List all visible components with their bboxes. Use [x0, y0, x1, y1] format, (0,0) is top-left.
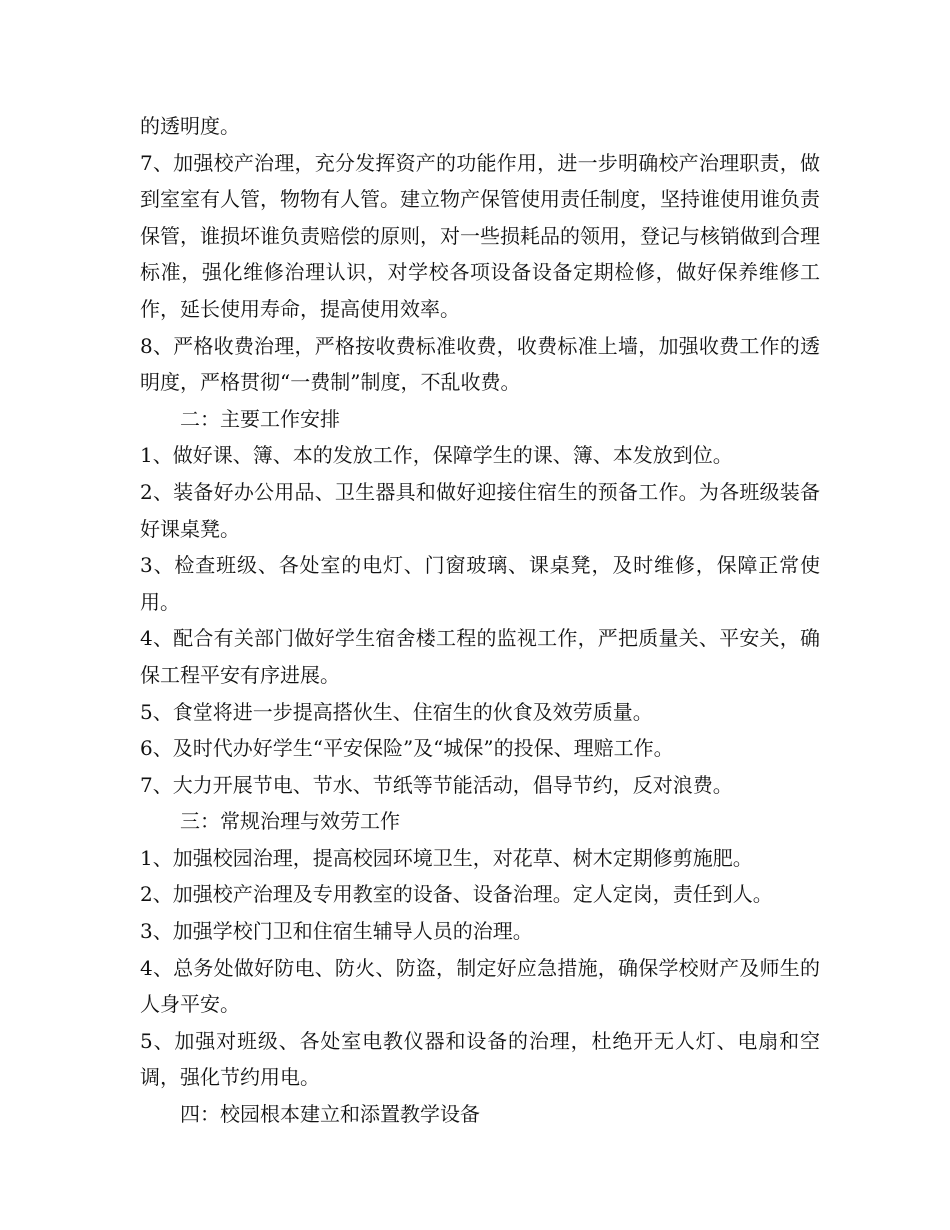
- item-7-energy-saving: 7、大力开展节电、节水、节纸等节能活动，倡导节约，反对浪费。: [140, 772, 733, 797]
- item-4-safety: 4、总务处做好防电、防火、防盗，制定好应急措施，确保学校财产及师生的人身平安。: [140, 955, 820, 1017]
- section-heading-2: 二：主要工作安排: [180, 406, 340, 431]
- section-heading-4: 四：校园根本建立和添置教学设备: [180, 1102, 480, 1127]
- item-3-inspection: 3、检查班级、各处室的电灯、门窗玻璃、课桌凳，及时维修，保障正常使用。: [140, 553, 820, 614]
- item-5-electricity: 5、加强对班级、各处室电教仪器和设备的治理，杜绝开无人灯、电扇和空调，强化节约用电。: [140, 1028, 820, 1090]
- item-1-campus-environment: 1、加强校园治理，提高校园环境卫生，对花草、树木定期修剪施肥。: [140, 845, 753, 870]
- item-2-equipment-management: 2、加强校产治理及专用教室的设备、设备治理。定人定岗，责任到人。: [140, 882, 773, 907]
- document-body: [140, 108, 820, 1133]
- paragraph-continuation: 的透明度。: [140, 114, 240, 138]
- item-8-fee-management: 8、严格收费治理，严格按收费标准收费，收费标准上墙，加强收费工作的透明度，严格贯彻“一费制”制度，不乱收费。: [140, 333, 820, 395]
- item-6-insurance: 6、及时代办好学生“平安保险”及“城保”的投保、理赔工作。: [140, 736, 674, 761]
- item-5-canteen: 5、食堂将进一步提高搭伙生、住宿生的伙食及效劳质量。: [140, 699, 653, 724]
- section-heading-3: 三：常规治理与效劳工作: [180, 809, 400, 834]
- item-3-guard-staff: 3、加强学校门卫和住宿生辅导人员的治理。: [140, 919, 533, 944]
- item-7-asset-management: 7、加强校产治理，充分发挥资产的功能作用，进一步明确校产治理职责，做到室室有人管，物物有人管。建立物产保管使用责任制度，坚持谁使用谁负责保管，谁损坏谁负责赔偿的原则，对一些损耗品的领用，登记与核销做到合理标准，强化维修治理认识，对学校各项设备设备定期检修，做好保养维修工作，延长使用寿命，提高使用效率。: [140, 150, 820, 321]
- item-1-textbooks: 1、做好课、簿、本的发放工作，保障学生的课、簿、本发放到位。: [140, 443, 733, 468]
- item-4-dormitory-project: 4、配合有关部门做好学生宿舍楼工程的监视工作，严把质量关、平安关，确保工程平安有序进展。: [140, 626, 820, 687]
- item-2-office-supplies: 2、装备好办公用品、卫生器具和做好迎接住宿生的预备工作。为各班级装备好课桌凳。: [140, 479, 820, 541]
